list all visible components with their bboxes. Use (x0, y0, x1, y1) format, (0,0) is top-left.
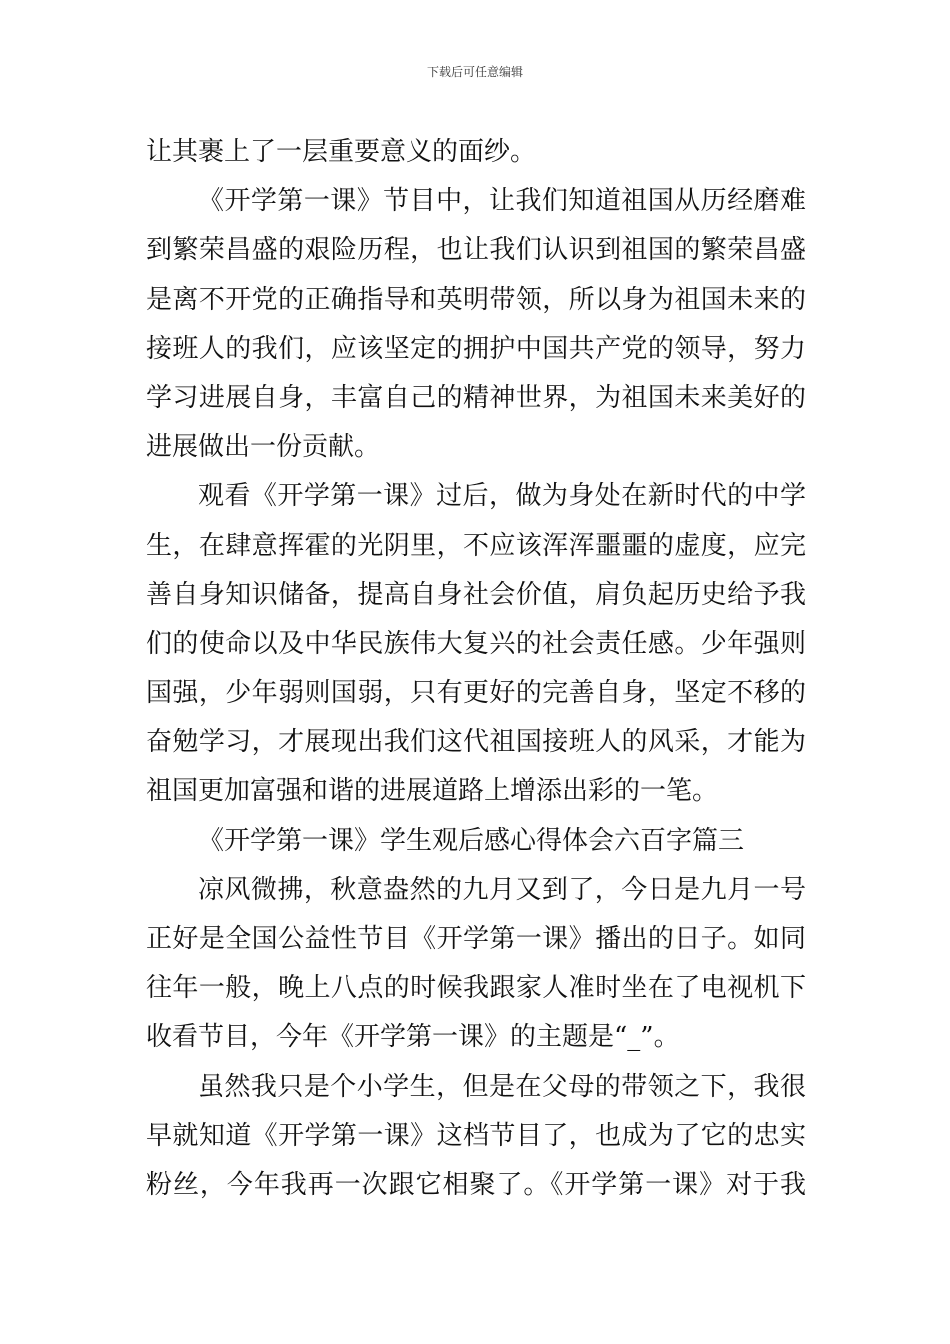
text-line: 善自身知识储备，提高自身社会价值，肩负起历史给予我 (146, 579, 806, 610)
section-title: 《开学第一课》学生观后感心得体会六百字篇三 (198, 825, 745, 856)
text-line: 到繁荣昌盛的艰险历程，也让我们认识到祖国的繁荣昌盛 (146, 235, 806, 266)
text-line: 们的使命以及中华民族伟大复兴的社会责任感。少年强则 (146, 628, 806, 659)
text-line: 粉丝，今年我再一次跟它相聚了。《开学第一课》对于我 (146, 1169, 806, 1200)
text-line: 收看节目，今年《开学第一课》的主题是“_”。 (146, 1022, 680, 1053)
text-line: 奋勉学习，才展现出我们这代祖国接班人的风采，才能为 (146, 727, 806, 758)
text-line: 正好是全国公益性节目《开学第一课》播出的日子。如同 (146, 924, 806, 954)
document-body (146, 128, 806, 1210)
text-line: 往年一般，晚上八点的时候我跟家人准时坐在了电视机下 (146, 973, 806, 1004)
paragraph-first-line: 虽然我只是个小学生，但是在父母的带领之下，我很 (198, 1071, 806, 1102)
text-line: 进展做出一份贡献。 (146, 432, 381, 463)
text-line: 生，在肆意挥霍的光阴里，不应该浑浑噩噩的虚度，应完 (146, 530, 806, 561)
page-header: 下载后可任意编辑 (426, 65, 523, 79)
paragraph-first-line: 《开学第一课》节目中，让我们知道祖国从历经磨难 (198, 186, 806, 217)
text-line: 是离不开党的正确指导和英明带领，所以身为祖国未来的 (146, 284, 806, 315)
text-line: 早就知道《开学第一课》这档节目了，也成为了它的忠实 (146, 1120, 806, 1151)
paragraph-first-line: 观看《开学第一课》过后，做为身处在新时代的中学 (198, 481, 806, 512)
text-line: 让其裹上了一层重要意义的面纱。 (146, 137, 537, 167)
text-line: 接班人的我们，应该坚定的拥护中国共产党的领导，努力 (146, 333, 806, 364)
paragraph-first-line: 凉风微拂，秋意盎然的九月又到了，今日是九月一号 (198, 874, 806, 905)
text-line: 国强，少年弱则国弱，只有更好的完善自身，坚定不移的 (146, 678, 806, 709)
text-line: 祖国更加富强和谐的进展道路上增添出彩的一笔。 (146, 776, 719, 807)
text-line: 学习进展自身，丰富自己的精神世界，为祖国未来美好的 (146, 382, 806, 413)
